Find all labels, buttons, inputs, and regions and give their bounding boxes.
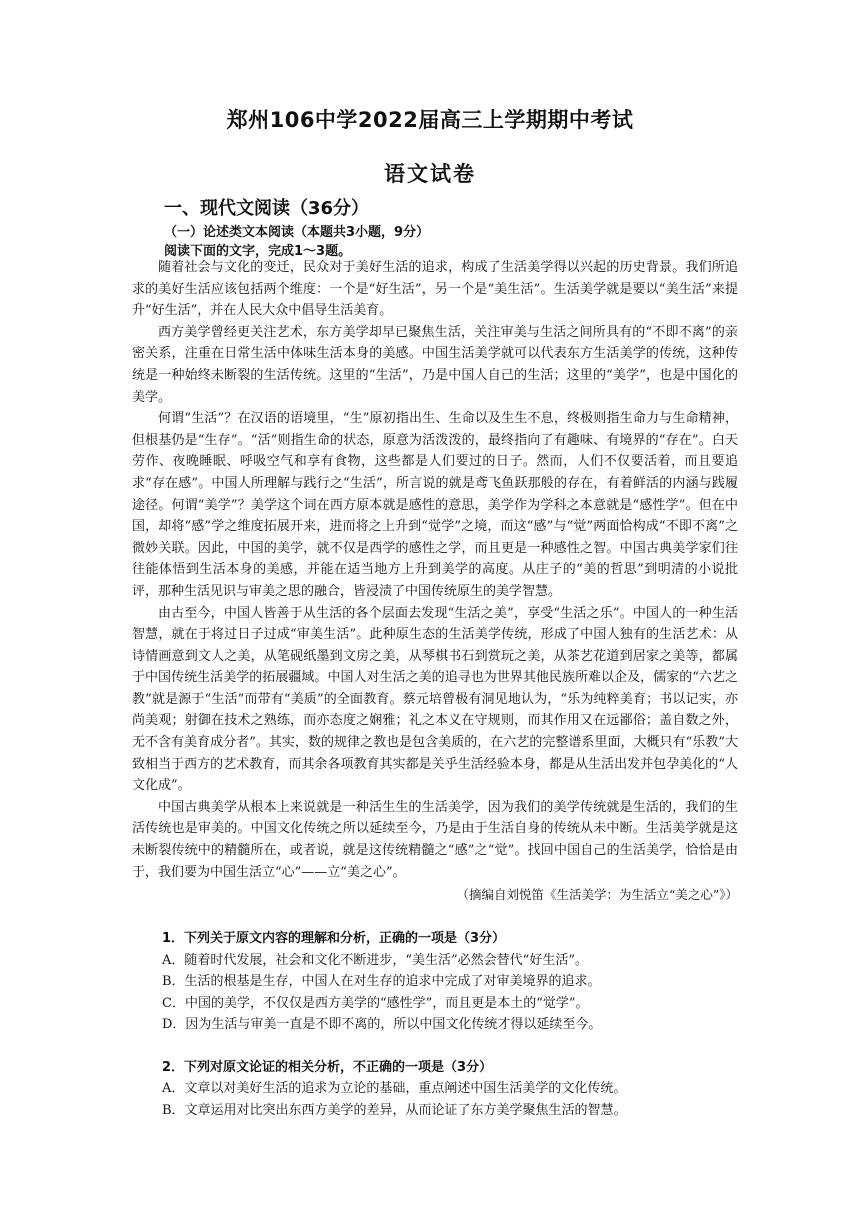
question-option: A．文章以对美好生活的追求为立论的基础，重点阐述中国生活美学的文化传统。 xyxy=(162,1081,627,1096)
question-stem: 2．下列对原文论证的相关分析，不正确的一项是（3分） xyxy=(162,1059,493,1075)
passage-paragraph: 西方美学曾经更关注艺术，东方美学却早已聚焦生活，关注审美与生活之间所具有的“不即不离”的亲密关系，注重在日常生活中体味生活本身的美感。中国生活美学就可以代表东方生活美学的传统，这种传统是一种始终未断裂的生活传统。这里的“生活”，乃是中国人自己的生活；这里的“美学”，也是中国化的美学。 xyxy=(132,324,738,405)
question-option: B．生活的根基是生存，中国人在对生存的追求中完成了对审美境界的追求。 xyxy=(162,974,601,989)
passage-paragraph: 中国古典美学从根本上来说就是一种活生生的生活美学，因为我们的美学传统就是生活的，我们的生活传统也是审美的。中国文化传统之所以延续至今，乃是由于生活自身的传统从未中断。生活美学就是这未断裂传统中的精髓所在，或者说，就是这传统精髓之“感”之“觉”。找回中国自己的生活美学，恰恰是由于，我们要为中国生活立“心”——立“美之心”。 xyxy=(132,799,738,880)
question-spacer xyxy=(148,1036,738,1057)
passage-paragraph: 随着社会与文化的变迁，民众对于美好生活的追求，构成了生活美学得以兴起的历史背景。我们所追求的美好生活应该包括两个维度：一个是“好生活”，另一个是“美生活”。生活美学就是要以“美生活”来提升“好生活”，并在人民大众中倡导生活美育。 xyxy=(132,260,738,319)
exam-title: 郑州106中学2022届高三上学期期中考试 xyxy=(226,108,634,132)
question-list xyxy=(148,928,738,1121)
question-option: A．随着时代发展，社会和文化不断进步，“美生活”必然会替代“好生活”。 xyxy=(162,952,588,968)
passage-paragraph: 何谓“生活”？在汉语的语境里，“生”原初指出生、生命以及生生不息，终极则指生命力与生命精神，但根基仍是“生存”。“活”则指生命的状态，原意为活泼泼的，最终指向了有趣味、有境界的“存在”。白天劳作、夜晚睡眠、呼吸空气和享有食物，这些都是人们要过的日子。然而，人们不仅要活着，而且要追求“存在感”。中国人所理解与践行之“生活”，所言说的就是鸢飞鱼跃那般的存在，有着鲜活的内涵与践履途径。何谓“美学”？美学这个词在西方原本就是感性的意思，美学作为学科之本意就是“感性学”。但在中国，却将“感”学之维度拓展开来，进而将之上升到“觉学”之境，而这“感”与“觉”两面恰构成“不即不离”之微妙关联。因此，中国的美学，就不仅是西学的感性之学，而且更是一种感性之智。中国古典美学家们往往能体悟到生活本身的美感，并能在适当地方上升到美学的高度。从庄子的“美的哲思”到明清的小说批评，那种生活见识与审美之思的融合，皆浸渍了中国传统原生的美学智慧。 xyxy=(132,411,738,599)
passage-paragraph: 由古至今，中国人皆善于从生活的各个层面去发现“生活之美”，享受“生活之乐”。中国人的一种生活智慧，就在于将过日子过成“审美生活”。此种原生态的生活美学传统，形成了中国人独有的生活艺术：从诗情画意到文人之美，从笔砚纸墨到文房之美，从琴棋书石到赏玩之美，从茶艺花道到居家之美等，都属于中国传统生活美学的拓展疆域。中国人对生活之美的追寻也为世界其他民族所难以企及，儒家的“六艺之教”就是源于“生活”而带有“美质”的全面教育。蔡元培曾极有洞见地认为，“乐为纯粹美育；书以记实，亦尚美观；射御在技术之熟练，而亦态度之娴雅；礼之本义在守规则，而其作用又在远鄙俗；盖自数之外，无不含有美育成分者”。其实，数的规律之教也是包含美质的，在六艺的完整谱系里面，大概只有“乐教”大致相当于西方的艺术教育，而其余各项教育其实都是关乎生活经验本身，都是从生活出发并包孕美化的“人文化成”。 xyxy=(132,605,738,794)
passage-source: （摘编自刘悦笛《生活美学：为生活立“美之心”》） xyxy=(456,887,738,903)
reading-passage xyxy=(132,257,738,906)
question-option: D．因为生活与审美一直是不即不离的，所以中国文化传统才得以延续至今。 xyxy=(162,1017,602,1032)
question-2 xyxy=(148,1057,738,1122)
question-1 xyxy=(148,928,738,1036)
question-option: B．文章运用对比突出东西方美学的差异，从而论证了东方美学聚焦生活的智慧。 xyxy=(162,1102,627,1118)
question-option: C．中国的美学，不仅仅是西方美学的“感性学”，而且更是本土的“觉学”。 xyxy=(162,995,589,1011)
reading-instruction: 阅读下面的文字，完成1～3题。 xyxy=(164,244,352,259)
exam-subject: 语文试卷 xyxy=(384,162,476,186)
section-subheading: （一）论述类文本阅读（本题共3小题，9分） xyxy=(164,225,430,240)
question-stem: 1．下列关于原文内容的理解和分析，正确的一项是（3分） xyxy=(162,931,506,946)
section-heading: 一、现代文阅读（36分） xyxy=(164,198,370,219)
